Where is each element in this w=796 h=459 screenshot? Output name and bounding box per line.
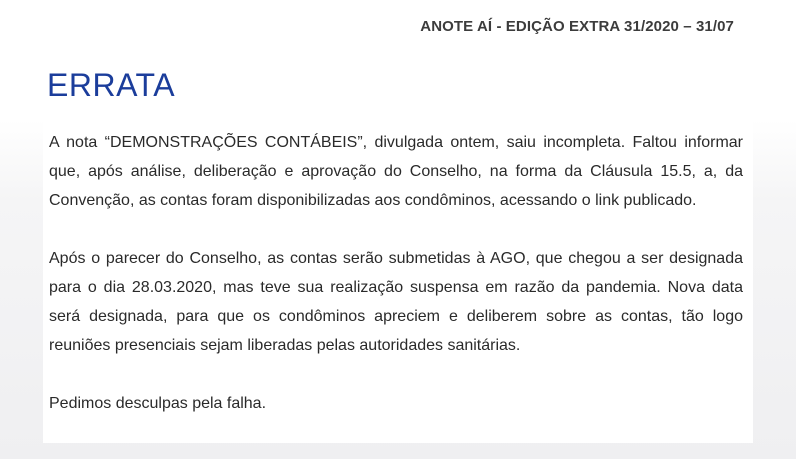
paragraph-3: Pedimos desculpas pela falha. [49,395,267,412]
paragraph-2: Após o parecer do Conselho, as contas serão submetidas à AGO, que chegou a ser designada para o dia 28.03.2020, mas teve sua realização suspensa em razão da pandemia. Nova data será designada, para que os condôminos apreciem e deliberem sobre as contas, tão logo reuniões presenciais sejam liberadas pelas autoridades sanitárias. [49,250,743,354]
paragraph-1: A nota “DEMONSTRAÇÕES CONTÁBEIS”, divulgada ontem, saiu incompleta. Faltou informar que, após análise, deliberação e aprovação do Conselho, na forma da Cláusula 15.5, a, da Convenção, as contas foram disponibilizadas aos condôminos, acessando o link publicado. [49,134,743,209]
edition-header: ANOTE AÍ - EDIÇÃO EXTRA 31/2020 – 31/07 [420,18,734,35]
page-title: ERRATA [47,67,176,103]
article-body [49,128,743,447]
